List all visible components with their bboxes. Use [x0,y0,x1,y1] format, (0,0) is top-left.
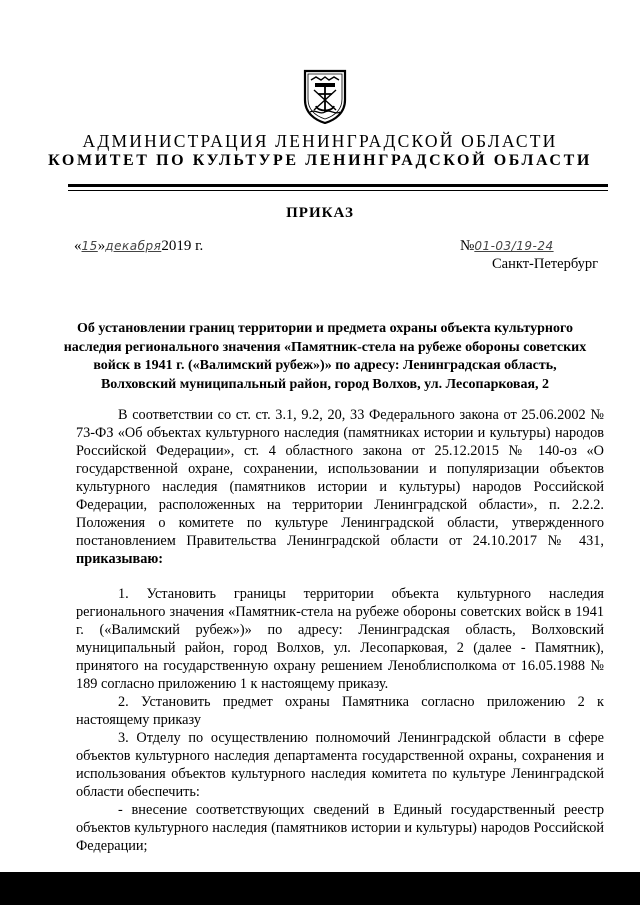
order-item-3-bullet-1: - внесение соответствующих сведений в Единый государственный реестр объектов культурного наследия (памятников истории и культуры) народов Российской Федерации; [76,802,604,854]
date-day-handwritten: 15 [81,239,98,253]
document-title: Об установлении границ территории и предмета охраны объекта культурного наследия регионального значения «Памятник-стела на рубеже обороны советских войск в 1941 г. («Валимский рубеж»)» по адресу: Ленинградская область, Волховский муниципальный район, город Волхов, ул. Лесопарковая, 2 [63,321,587,392]
date-month-handwritten: декабря [105,239,162,253]
document-type-heading: ПРИКАЗ [286,205,354,221]
number-sign: № [460,238,475,254]
order-word: приказываю: [76,551,164,567]
document-city: Санкт-Петербург [492,256,599,272]
document-body [76,406,604,855]
header-divider-thick [68,184,608,187]
document-date [74,237,203,255]
number-handwritten: 01-03/19-24 [474,239,554,253]
preamble-text: В соответствии со ст. ст. 3.1, 9.2, 20, 33 Федерального закона от 25.06.2002 № 73-ФЗ «Об объектах культурного наследия (памятниках истории и культуры) народов Российской Федерации», ст. 4 областного закона от 25.12.2015 № 140-оз «О государственной охране, сохранении, использовании и популяризации объектов культурного наследия (памятников истории и культуры) народов Российской Федерации, расположенных на территории Ленинградской области», п. 2.2.2. Положения о комитете по культуре Ленинградской области, утвержденного постановлением Правительства Ленинградской области от 24.10.2017 № 431, [76,407,604,549]
org-name-administration: АДМИНИСТРАЦИЯ ЛЕНИНГРАДСКОЙ ОБЛАСТИ [82,131,558,151]
org-name-committee: КОМИТЕТ ПО КУЛЬТУРЕ ЛЕНИНГРАДСКОЙ ОБЛАСТИ [48,152,592,169]
date-open-quote: « [74,238,82,254]
document-number [460,237,554,255]
order-item-1: 1. Установить границы территории объекта культурного наследия регионального значения «Памятник-стела на рубеже обороны советских войск в 1941 г. («Валимский рубеж»)» по адресу: Ленинградская область, Волховский муниципальный район, город Волхов, ул. Лесопарковая, 2 (далее - Памятник), принятого на государственную охрану решением Леноблисполкома от 16.05.1988 № 189 согласно приложению 1 к настоящему приказу. [76,586,604,692]
preamble-paragraph [76,406,604,568]
coat-of-arms-icon [302,68,348,124]
order-item-3: 3. Отделу по осуществлению полномочий Ленинградской области в сфере объектов культурного наследия департамента государственной охраны, сохранения и использования объектов культурного наследия комитета по культуре Ленинградской области обеспечить: [76,730,604,800]
date-year: 2019 г. [161,238,204,254]
date-close-quote: » [97,238,106,254]
order-item-2: 2. Установить предмет охраны Памятника согласно приложению 2 к настоящему приказу [76,694,604,728]
header-divider-thin [68,190,608,191]
scan-bottom-edge [0,872,640,905]
